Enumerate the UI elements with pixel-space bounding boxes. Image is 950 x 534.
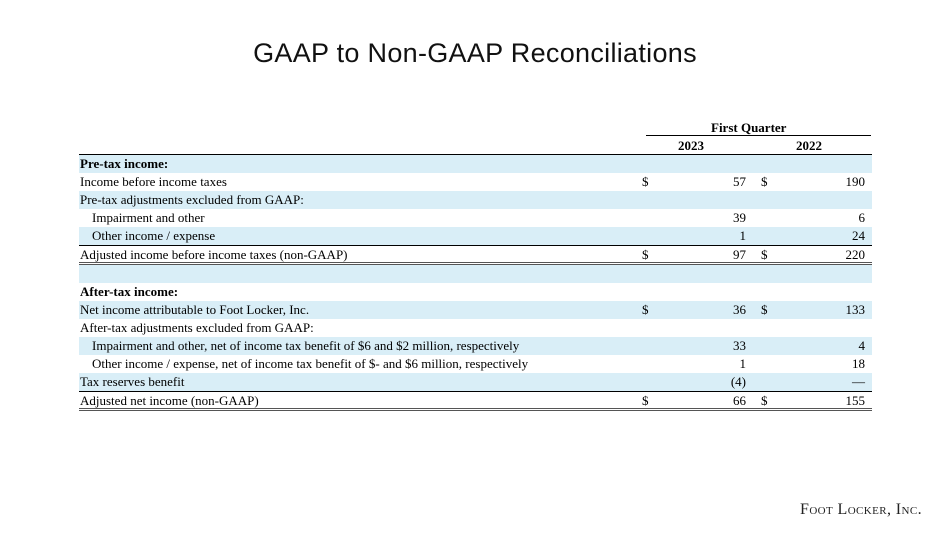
value-2022: 6 xyxy=(858,210,865,225)
table-row xyxy=(79,209,872,227)
dollar-sign-2023: $ xyxy=(642,302,649,317)
dollar-sign-2023: $ xyxy=(642,393,649,408)
row-label: Impairment and other, net of income tax benefit of $6 and $2 million, respectively xyxy=(92,338,520,353)
year-2023-header: 2023 xyxy=(678,138,704,153)
dollar-sign-2022: $ xyxy=(761,393,768,408)
value-2023: 66 xyxy=(733,393,746,408)
row-label: Other income / expense, net of income tax benefit of $- and $6 million, respectively xyxy=(92,356,529,371)
value-2022: 220 xyxy=(845,247,865,262)
row-label: Impairment and other xyxy=(92,210,205,225)
row-label: Tax reserves benefit xyxy=(80,374,185,389)
row-label: After-tax adjustments excluded from GAAP: xyxy=(80,320,314,335)
table-spacer-row xyxy=(79,265,872,283)
value-2023: (4) xyxy=(730,374,746,389)
table-row xyxy=(79,227,872,245)
dollar-sign-2022: $ xyxy=(761,302,768,317)
table-row xyxy=(79,319,872,337)
value-2022: 4 xyxy=(858,338,865,353)
value-2022: — xyxy=(852,374,865,389)
value-2023: 1 xyxy=(739,356,746,371)
table-row xyxy=(79,337,872,355)
header-rule xyxy=(646,135,871,136)
company-logo: Foot Locker, Inc. xyxy=(800,501,922,518)
value-2023: 97 xyxy=(733,247,746,262)
value-2023: 57 xyxy=(733,174,746,189)
dollar-sign-2022: $ xyxy=(761,174,768,189)
value-2022: 155 xyxy=(845,393,865,408)
value-2023: 36 xyxy=(733,302,746,317)
table-row xyxy=(79,355,872,373)
row-label: Pre-tax adjustments excluded from GAAP: xyxy=(80,192,304,207)
dollar-sign-2023: $ xyxy=(642,174,649,189)
slide-title: GAAP to Non-GAAP Reconciliations xyxy=(253,38,697,68)
table-row-aftertax-heading xyxy=(79,283,872,301)
row-label: Adjusted net income (non-GAAP) xyxy=(80,393,259,408)
value-2022: 133 xyxy=(845,302,865,317)
value-2022: 190 xyxy=(845,174,865,189)
value-2022: 24 xyxy=(852,228,865,243)
row-label: Income before income taxes xyxy=(80,174,227,189)
year-2022-header: 2022 xyxy=(796,138,822,153)
row-label: After-tax income: xyxy=(80,284,179,299)
reconciliation-table xyxy=(79,154,872,411)
table-row xyxy=(79,191,872,209)
value-2023: 1 xyxy=(739,228,746,243)
table-row-total xyxy=(79,391,872,411)
table-row-pretax-heading xyxy=(79,154,872,173)
row-label: Adjusted income before income taxes (non-GAAP) xyxy=(80,247,348,262)
dollar-sign-2022: $ xyxy=(761,247,768,262)
table-row-subtotal xyxy=(79,245,872,265)
table-row xyxy=(79,173,872,191)
value-2022: 18 xyxy=(852,356,865,371)
value-2023: 33 xyxy=(733,338,746,353)
dollar-sign-2023: $ xyxy=(642,247,649,262)
row-label: Other income / expense xyxy=(92,228,216,243)
table-row xyxy=(79,373,872,391)
row-label: Net income attributable to Foot Locker, Inc. xyxy=(80,302,310,317)
table-row xyxy=(79,301,872,319)
period-header: First Quarter xyxy=(711,120,787,135)
row-label: Pre-tax income: xyxy=(80,156,169,171)
value-2023: 39 xyxy=(733,210,746,225)
